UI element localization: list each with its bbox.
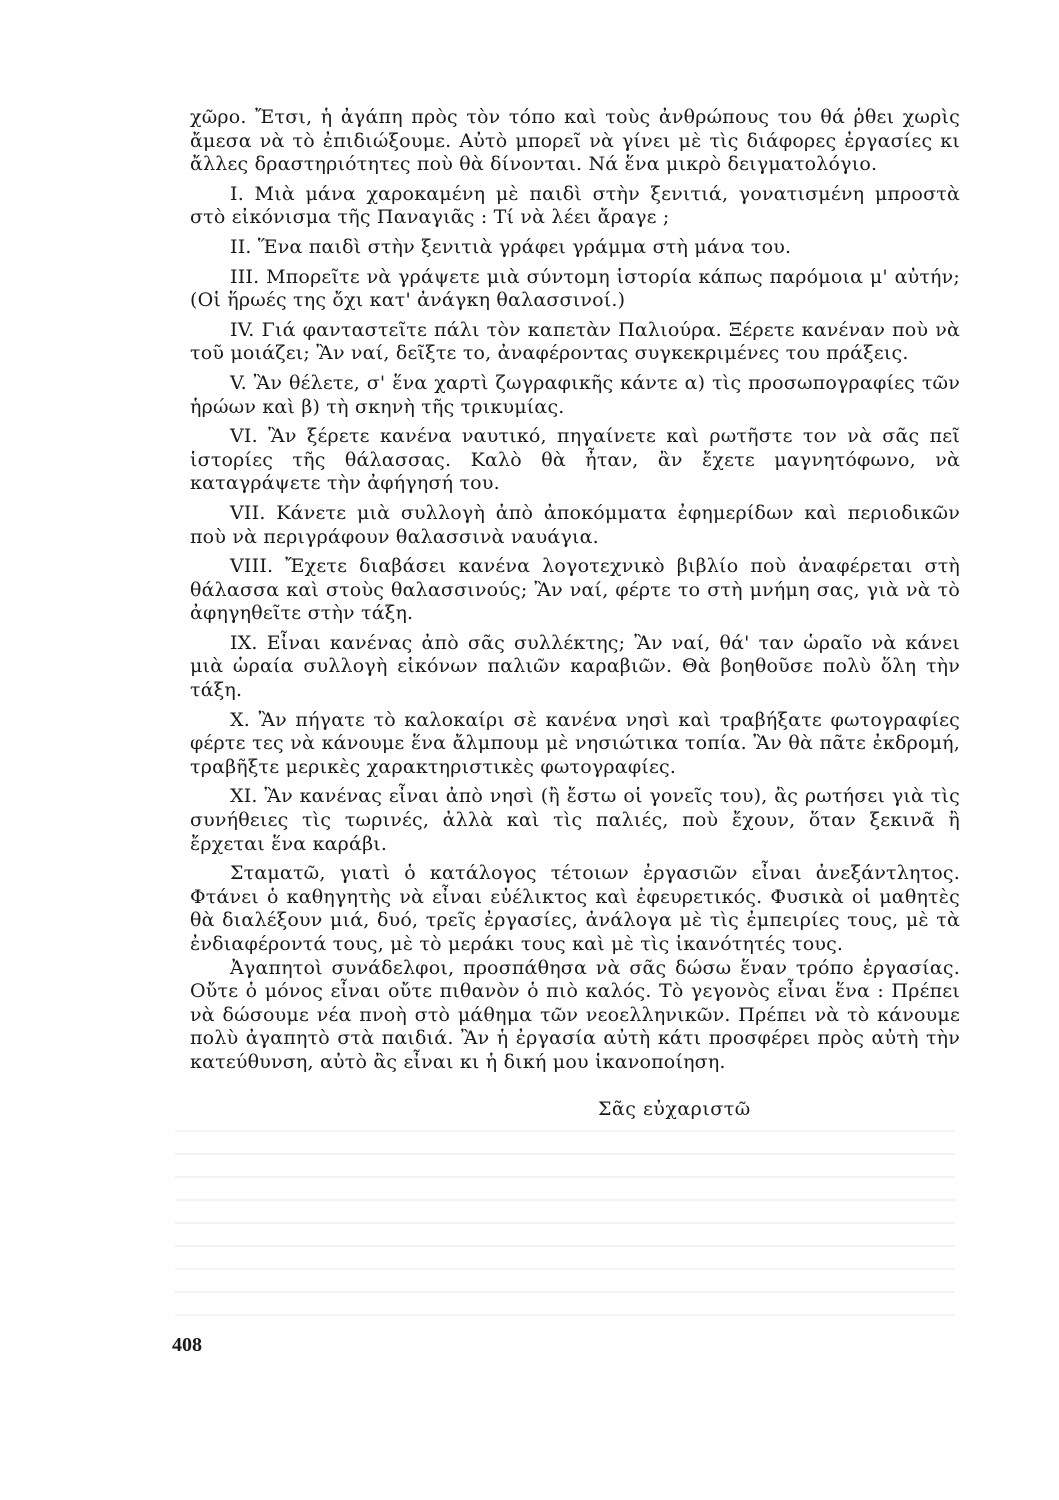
paragraph-conclusion: Σταματῶ, γιατὶ ὁ κατάλογος τέτοιων ἐργασιῶν εἶναι ἀνεξάντλητος. Φτάνει ὁ καθηγητὴς νὰ εἶναι εὐέλικτος καὶ ἐφευρετικός. Φυσικὰ οἱ μαθητὲς θὰ διαλέξουν μιά, δυό, τρεῖς ἐργασίες, ἀνάλογα μὲ τὶς ἐμπειρίες τους, μὲ τὰ ἐνδιαφέροντά τους, μὲ τὸ μεράκι τους καὶ μὲ τὶς ἱκανότητές τους.: [190, 862, 960, 955]
closing-thanks: Σᾶς εὐχαριστῶ: [598, 1098, 751, 1120]
body-text: [190, 106, 960, 1075]
paragraph-item-9: IX. Εἶναι κανένας ἀπὸ σᾶς συλλέκτης; Ἂν ναί, θά' ταν ὡραῖο νὰ κάνει μιὰ ὡραία συλλογὴ εἰκόνων παλιῶν καραβιῶν. Θὰ βοηθοῦσε πολὺ ὅλη τὴν τάξη.: [190, 631, 960, 702]
paragraph-item-6: VI. Ἂν ξέρετε κανένα ναυτικό, πηγαίνετε καὶ ρωτῆστε τον νὰ σᾶς πεῖ ἱστορίες τῆς θάλασσας. Καλὸ θὰ ἦταν, ἂν ἔχετε μαγνητόφωνο, νὰ καταγράψετε τὴν ἀφήγησή του.: [190, 425, 960, 495]
paragraph-item-7: VII. Κάνετε μιὰ συλλογὴ ἀπὸ ἀποκόμματα ἐφημερίδων καὶ περιοδικῶν ποὺ νὰ περιγράφουν θαλασσινὰ ναυάγια.: [190, 501, 960, 548]
paragraph-item-1: I. Μιὰ μάνα χαροκαμένη μὲ παιδὶ στὴν ξενιτιά, γονατισμένη μπροστὰ στὸ εἰκόνισμα τῆς Παναγιᾶς : Τί νὰ λέει ἄραγε ;: [190, 182, 960, 229]
paragraph-item-8: VIII. Ἔχετε διαβάσει κανένα λογοτεχνικὸ βιβλίο ποὺ ἀναφέρεται στὴ θάλασσα καὶ στοὺς θαλασσινούς; Ἂν ναί, φέρτε το στὴ μνήμη σας, γιὰ νὰ τὸ ἀφηγηθεῖτε στὴν τάξη.: [190, 555, 960, 625]
paragraph-item-4: IV. Γιά φανταστεῖτε πάλι τὸν καπετὰν Παλιούρα. Ξέρετε κανέναν ποὺ νὰ τοῦ μοιάζει; Ἂν ναί, δεῖξτε το, ἀναφέροντας συγκεκριμένες του πράξεις.: [190, 318, 960, 365]
paragraph-address: Ἀγαπητοὶ συνάδελφοι, προσπάθησα νὰ σᾶς δώσω ἕναν τρόπο ἐργασίας. Οὔτε ὁ μόνος εἶναι οὔτε πιθανὸν ὁ πιὸ καλός. Τὸ γεγονὸς εἶναι ἕνα : Πρέπει νὰ δώσουμε νέα πνοὴ στὸ μάθημα τῶν νεοελληνικῶν. Πρέπει νὰ τὸ κάνουμε πολὺ ἀγαπητὸ στὰ παιδιά. Ἂν ἡ ἐργασία αὐτὴ κάτι προσφέρει πρὸς αὐτὴ τὴν κατεύθυνση, αὐτὸ ἂς εἶναι κι ἡ δική μου ἱκανοποίηση.: [190, 956, 960, 1073]
page-number: 408: [172, 1334, 202, 1356]
show-through-texture: [175, 1130, 955, 1330]
paragraph-intro: χῶρο. Ἔτσι, ἡ ἀγάπη πρὸς τὸν τόπο καὶ τοὺς ἀνθρώπους του θά ῥθει χωρὶς ἄμεσα νὰ τὸ ἐπιδιώξουμε. Αὐτὸ μπορεῖ νὰ γίνει μὲ τὶς διάφορες ἐργασίες κι ἄλλες δραστηριότητες ποὺ θὰ δίνονται. Νά ἕνα μικρὸ δειγματολόγιο.: [190, 106, 960, 176]
paragraph-item-2: II. Ἕνα παιδὶ στὴν ξενιτιὰ γράφει γράμμα στὴ μάνα του.: [230, 235, 792, 258]
paragraph-item-10: X. Ἂν πήγατε τὸ καλοκαίρι σὲ κανένα νησὶ καὶ τραβήξατε φωτογραφίες φέρτε τες νὰ κάνουμε ἕνα ἄλμπουμ μὲ νησιώτικα τοπία. Ἂν θὰ πᾶτε ἐκδρομή, τραβῆξτε μερικὲς χαρακτηριστικὲς φωτογραφίες.: [190, 708, 960, 778]
paragraph-item-5: V. Ἂν θέλετε, σ' ἕνα χαρτὶ ζωγραφικῆς κάντε α) τὶς προσωπογραφίες τῶν ἡρώων καὶ β) τὴ σκηνὴ τῆς τρικυμίας.: [190, 371, 960, 418]
paragraph-item-11: XI. Ἂν κανένας εἶναι ἀπὸ νησὶ (ἢ ἔστω οἱ γονεῖς του), ἂς ρωτήσει γιὰ τὶς συνήθειες τὶς τωρινές, ἀλλὰ καὶ τὶς παλιές, ποὺ ἔχουν, ὅταν ξεκινᾶ ἢ ἔρχεται ἕνα καράβι.: [190, 785, 960, 855]
paragraph-item-3: III. Μπορεῖτε νὰ γράψετε μιὰ σύντομη ἱστορία κάπως παρόμοια μ' αὐτήν; (Οἱ ἥρωές της ὄχι κατ' ἀνάγκη θαλασσινοί.): [190, 265, 960, 312]
